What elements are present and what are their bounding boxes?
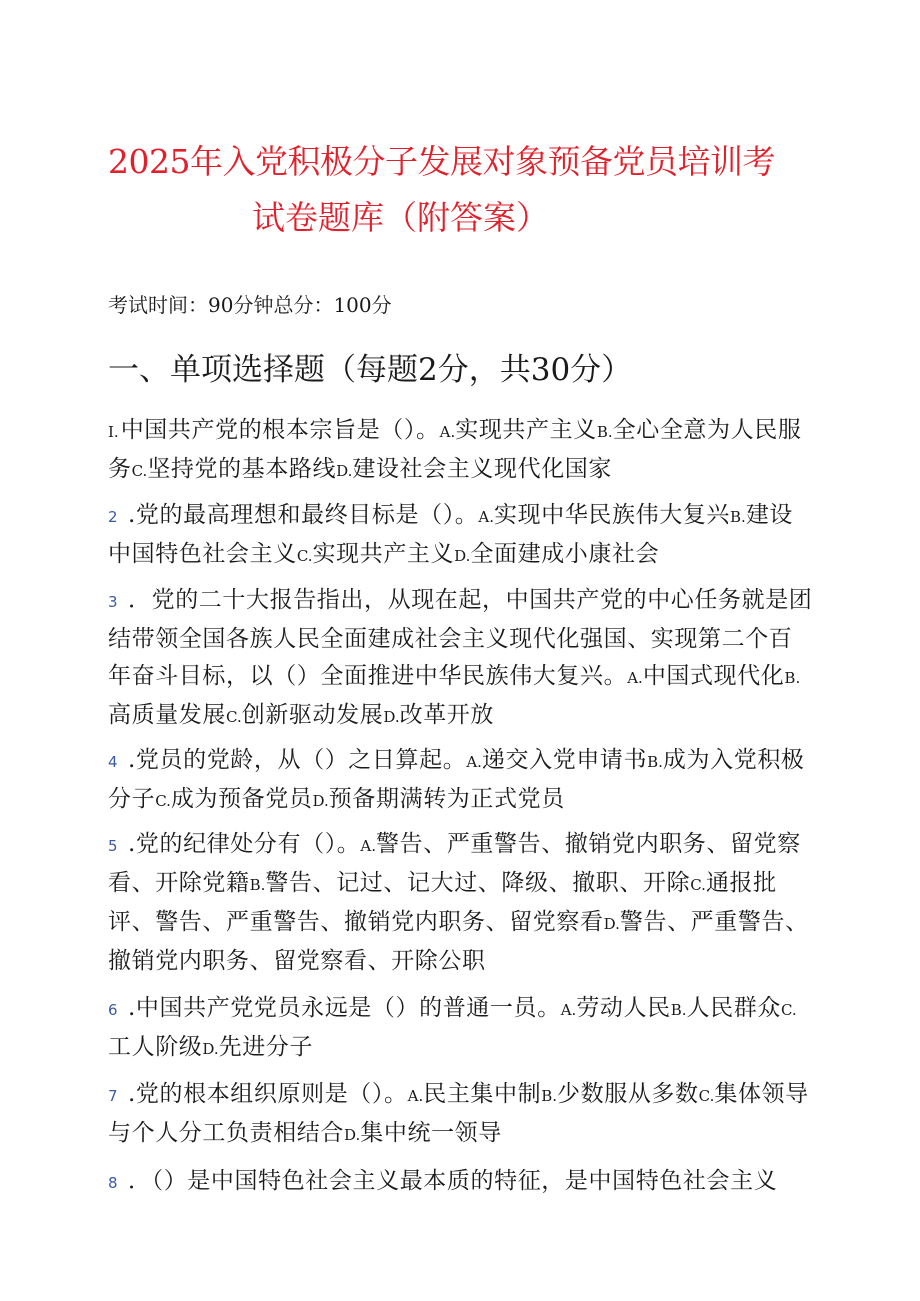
option-text: 民主集中制 [423, 1081, 542, 1107]
question-2 [108, 497, 814, 575]
question-8 [108, 1163, 814, 1202]
question-1 [108, 412, 814, 490]
question-stem: ．党的二十大报告指出，从现在起，中国共产党的中心任务就是团结带领全国各族人民全面建成社会主义现代化强国、实现第二个百年奋斗目标，以（）全面推进中华民族伟大复兴。 [108, 587, 813, 689]
option-letter: A. [560, 1001, 577, 1019]
question-number: I. [108, 423, 119, 441]
question-stem: .党的纪律处分有（）。 [128, 831, 361, 857]
option-letter: C. [690, 876, 706, 894]
option-text: 人民群众 [686, 995, 781, 1021]
option-letter: D. [344, 1126, 361, 1144]
question-stem: .党的最高理想和最终目标是（）。 [128, 502, 479, 528]
question-stem: .党员的党龄，从（）之日算起。 [128, 747, 467, 773]
exam-info: 考试时间：90分钟总分：100分 [108, 293, 392, 317]
option-letter: B. [670, 1001, 687, 1019]
section-heading: 一、单项选择题（每题2分，共30分） [108, 352, 633, 388]
question-5 [108, 826, 814, 980]
question-3 [108, 582, 814, 736]
option-letter: D. [336, 462, 353, 480]
option-letter: A. [466, 753, 482, 771]
option-letter: B. [541, 1087, 558, 1105]
question-4 [108, 742, 814, 820]
option-letter: D. [312, 792, 329, 810]
option-letter: D. [454, 547, 471, 565]
option-letter: B. [647, 753, 663, 771]
option-text: 实现中华民族伟大复兴 [494, 502, 731, 528]
question-number: 6 [108, 1001, 118, 1019]
option-letter: B. [596, 423, 613, 441]
option-letter: C. [296, 547, 313, 565]
option-text: 集中统一领导 [360, 1120, 502, 1146]
option-letter: B. [730, 508, 746, 526]
option-text: 警告、严重警告、撤销党内职务、留党察看、开除公职 [108, 909, 809, 974]
option-letter: C. [698, 1087, 715, 1105]
question-number: 7 [108, 1087, 118, 1105]
option-text: 警告、严重警告、撤销党内职务、留党察看、开除党籍 [108, 831, 801, 896]
option-text: 通报批评、警告、严重警告、撤销党内职务、留党察看 [108, 870, 777, 935]
option-text: 成为入党积极分子 [108, 747, 805, 812]
title-line-2: 试卷题库（附答案） [252, 198, 549, 237]
question-stem: .党的根本组织原则是（）。 [128, 1081, 408, 1107]
option-text: 警告、记过、记大过、降级、撤职、开除 [265, 870, 691, 896]
title-line-1: 2025年入党积极分子发展对象预备党员培训考 [108, 142, 775, 181]
option-letter: B. [784, 669, 801, 687]
option-letter: D. [383, 708, 400, 726]
question-stem: .中国共产党党员永远是（）的普通一员。 [128, 995, 561, 1021]
option-text: 实现共产主义 [312, 541, 455, 567]
option-letter: A. [478, 508, 495, 526]
option-letter: D. [603, 915, 620, 933]
option-letter: A. [360, 837, 377, 855]
option-letter: C. [131, 462, 148, 480]
option-letter: C. [780, 1001, 797, 1019]
option-letter: C. [155, 792, 171, 810]
option-text: 先进分子 [218, 1034, 314, 1060]
option-text: 创新驱动发展 [241, 702, 384, 728]
question-6 [108, 990, 814, 1068]
option-text: 全心全意为人民服务 [108, 417, 802, 482]
option-text: 劳动人民 [576, 995, 671, 1021]
question-number: 3 [108, 593, 118, 611]
option-text: 预备期满转为正式党员 [328, 786, 565, 812]
option-text: 高质量发展 [108, 702, 226, 728]
option-text: 工人阶级 [108, 1034, 203, 1060]
option-letter: B. [249, 876, 266, 894]
option-text: 中国式现代化 [642, 663, 785, 689]
question-number: 5 [108, 837, 118, 855]
option-text: 改革开放 [399, 702, 494, 728]
question-stem: 中国共产党的根本宗旨是（）。 [120, 417, 440, 443]
option-text: 建设中国特色社会主义 [108, 502, 794, 567]
option-letter: D. [202, 1040, 219, 1058]
option-text: 递交入党申请书 [481, 747, 648, 773]
question-number: 4 [108, 753, 118, 771]
question-stem: ．（）是中国特色社会主义最本质的特征，是中国特色社会主义 [128, 1168, 778, 1194]
option-text: 建设社会主义现代化国家 [352, 456, 613, 482]
question-number: 2 [108, 508, 118, 526]
option-text: 实现共产主义 [455, 417, 597, 443]
question-number: 8 [108, 1174, 118, 1192]
option-text: 集体领导与个人分工负责相结合 [108, 1081, 809, 1146]
option-text: 少数服从多数 [557, 1081, 699, 1107]
option-text: 全面建成小康社会 [470, 541, 660, 567]
option-text: 成为预备党员 [170, 786, 313, 812]
question-7 [108, 1076, 814, 1154]
option-text: 坚持党的基本路线 [147, 456, 337, 482]
option-letter: A. [439, 423, 456, 441]
option-letter: C. [226, 708, 242, 726]
option-letter: A. [627, 669, 643, 687]
option-letter: A. [407, 1087, 424, 1105]
